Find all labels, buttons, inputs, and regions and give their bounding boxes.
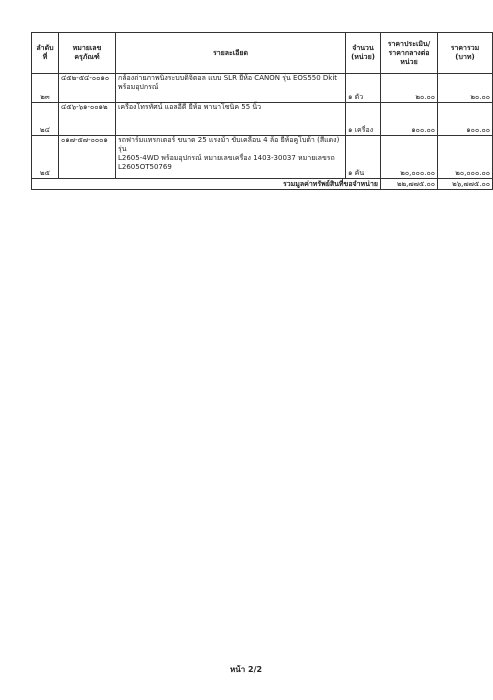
header-code: หมายเลขครุภัณฑ์ xyxy=(59,33,116,74)
unit-price: ๑๐๐.๐๐ xyxy=(381,103,438,136)
table-row xyxy=(32,136,493,179)
row-total: ๑๐๐.๐๐ xyxy=(438,103,493,136)
summary-row xyxy=(32,179,493,190)
asset-code: ๔๕๒-๕๔-๐๐๑๐ xyxy=(59,74,116,103)
unit-price: ๒๐.๐๐ xyxy=(381,74,438,103)
asset-quantity: ๑ เครื่อง xyxy=(346,103,381,136)
summary-grand-total: ๒๖,๗๗๕.๐๐ xyxy=(438,179,493,190)
table-row xyxy=(32,103,493,136)
row-number: ๒๔ xyxy=(32,103,59,136)
row-total: ๒๐,๐๐๐.๐๐ xyxy=(438,136,493,179)
header-quantity: จำนวน (หน่วย) xyxy=(346,33,381,74)
asset-description: รถฟาร์มแทรกเตอร์ ขนาด 25 แรงม้า ขับเคลื่อน 4 ล้อ ยี่ห้อคูโบต้า (สีแดง) รุ่น L2605-4WD พร้อมอุปกรณ์ หมายเลขเครื่อง 1403-30037 หมายเลขรถ L2605OT50769 xyxy=(116,136,346,179)
unit-price: ๒๐,๐๐๐.๐๐ xyxy=(381,136,438,179)
summary-label: รวมมูลค่าทรัพย์สินที่ขอจำหน่าย xyxy=(32,179,381,190)
header-no: ลำดับ ที่ xyxy=(32,33,59,74)
table-header-row xyxy=(32,33,493,74)
row-number: ๒๓ xyxy=(32,74,59,103)
header-description: รายละเอียด xyxy=(116,33,346,74)
asset-description: เครื่องโทรทัศน์ แอลอีดี ยี่ห้อ พานาโซนิค 55 นิ้ว xyxy=(116,103,346,136)
table-row xyxy=(32,74,493,103)
asset-quantity: ๑ ตัว xyxy=(346,74,381,103)
header-total: ราคารวม (บาท) xyxy=(438,33,493,74)
asset-code: ๔๕๖-๖๑-๐๐๑๒ xyxy=(59,103,116,136)
header-unit-price: ราคาประเมิน/ ราคากลางต่อ หน่วย xyxy=(381,33,438,74)
summary-unit-total: ๒๒,๗๗๕.๐๐ xyxy=(381,179,438,190)
row-total: ๒๐.๐๐ xyxy=(438,74,493,103)
disposal-items-table xyxy=(31,32,493,190)
row-number: ๒๕ xyxy=(32,136,59,179)
asset-code: ๐๑๗-๕๗-๐๐๐๑ xyxy=(59,136,116,179)
page-number: หน้า 2/2 xyxy=(230,665,263,674)
asset-quantity: ๑ คัน xyxy=(346,136,381,179)
asset-description: กล้องถ่ายภาพนิ่งระบบดิจิตอล แบบ SLR ยี่ห้อ CANON รุ่น EOS550 Dkit พร้อมอุปกรณ์ xyxy=(116,74,346,103)
